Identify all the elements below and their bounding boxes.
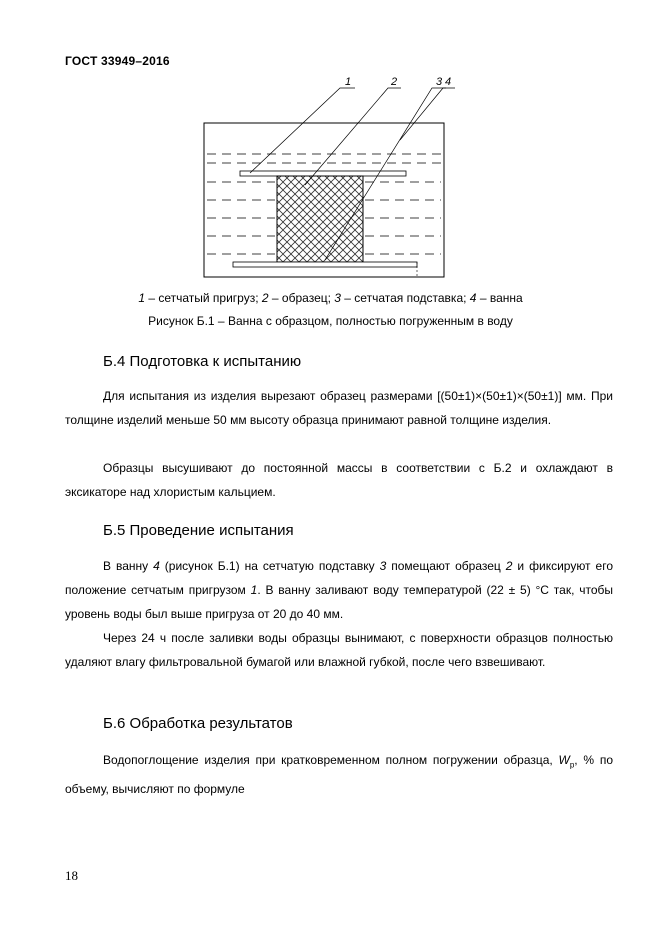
paragraph-b5-2: Через 24 ч после заливки воды образцы вынимают, с поверхности образцов полностью удаляют влагу фильтровальной бумагой или влажной губкой, после чего взвешивают. (65, 631, 613, 669)
figure-legend: 1 – сетчатый пригруз; 2 – образец; 3 – сетчатая подставка; 4 – ванна (138, 291, 523, 305)
mesh-stand (233, 262, 417, 267)
page-number: 18 (65, 868, 78, 883)
section-heading-b4: Б.4 Подготовка к испытанию (103, 353, 302, 370)
paragraph-b6-1: Водопоглощение изделия при кратковременном полном погружении образца, $W_p$, % по объему, вычисляют по формуле (65, 753, 613, 797)
figure-title: Рисунок Б.1 – Ванна с образцом, полностью погруженным в воду (148, 314, 513, 328)
paragraph-b4-2: Образцы высушивают до постоянной массы в соответствии с Б.2 и охлаждают в эксикаторе над хлористым кальцием. (65, 461, 613, 499)
mesh-weight (240, 171, 406, 176)
paragraph-b5-1: В ванну 4 (рисунок Б.1) на сетчатую подставку 3 помещают образец 2 и фиксируют его положение сетчатым пригрузом 1. В ванну заливают воду температурой (22 ± 5) °С так, чтобы уровень воды был выше пригруза от 20 до 40 мм. (65, 559, 613, 621)
callout-1: 1 (345, 76, 352, 88)
callout-3: 3 (436, 76, 443, 88)
document-code: ГОСТ 33949–2016 (65, 54, 170, 68)
section-heading-b5: Б.5 Проведение испытания (103, 522, 294, 539)
bath-figure (195, 70, 455, 285)
callout-4: 4 (445, 76, 452, 88)
section-heading-b6: Б.6 Обработка результатов (103, 715, 293, 732)
callout-2: 2 (391, 76, 398, 88)
paragraph-b4-1: Для испытания из изделия вырезают образец размерами [(50±1)×(50±1)×(50±1)] мм. При толщине изделий меньше 50 мм высоту образца принимают равной толщине изделия. (65, 389, 613, 427)
